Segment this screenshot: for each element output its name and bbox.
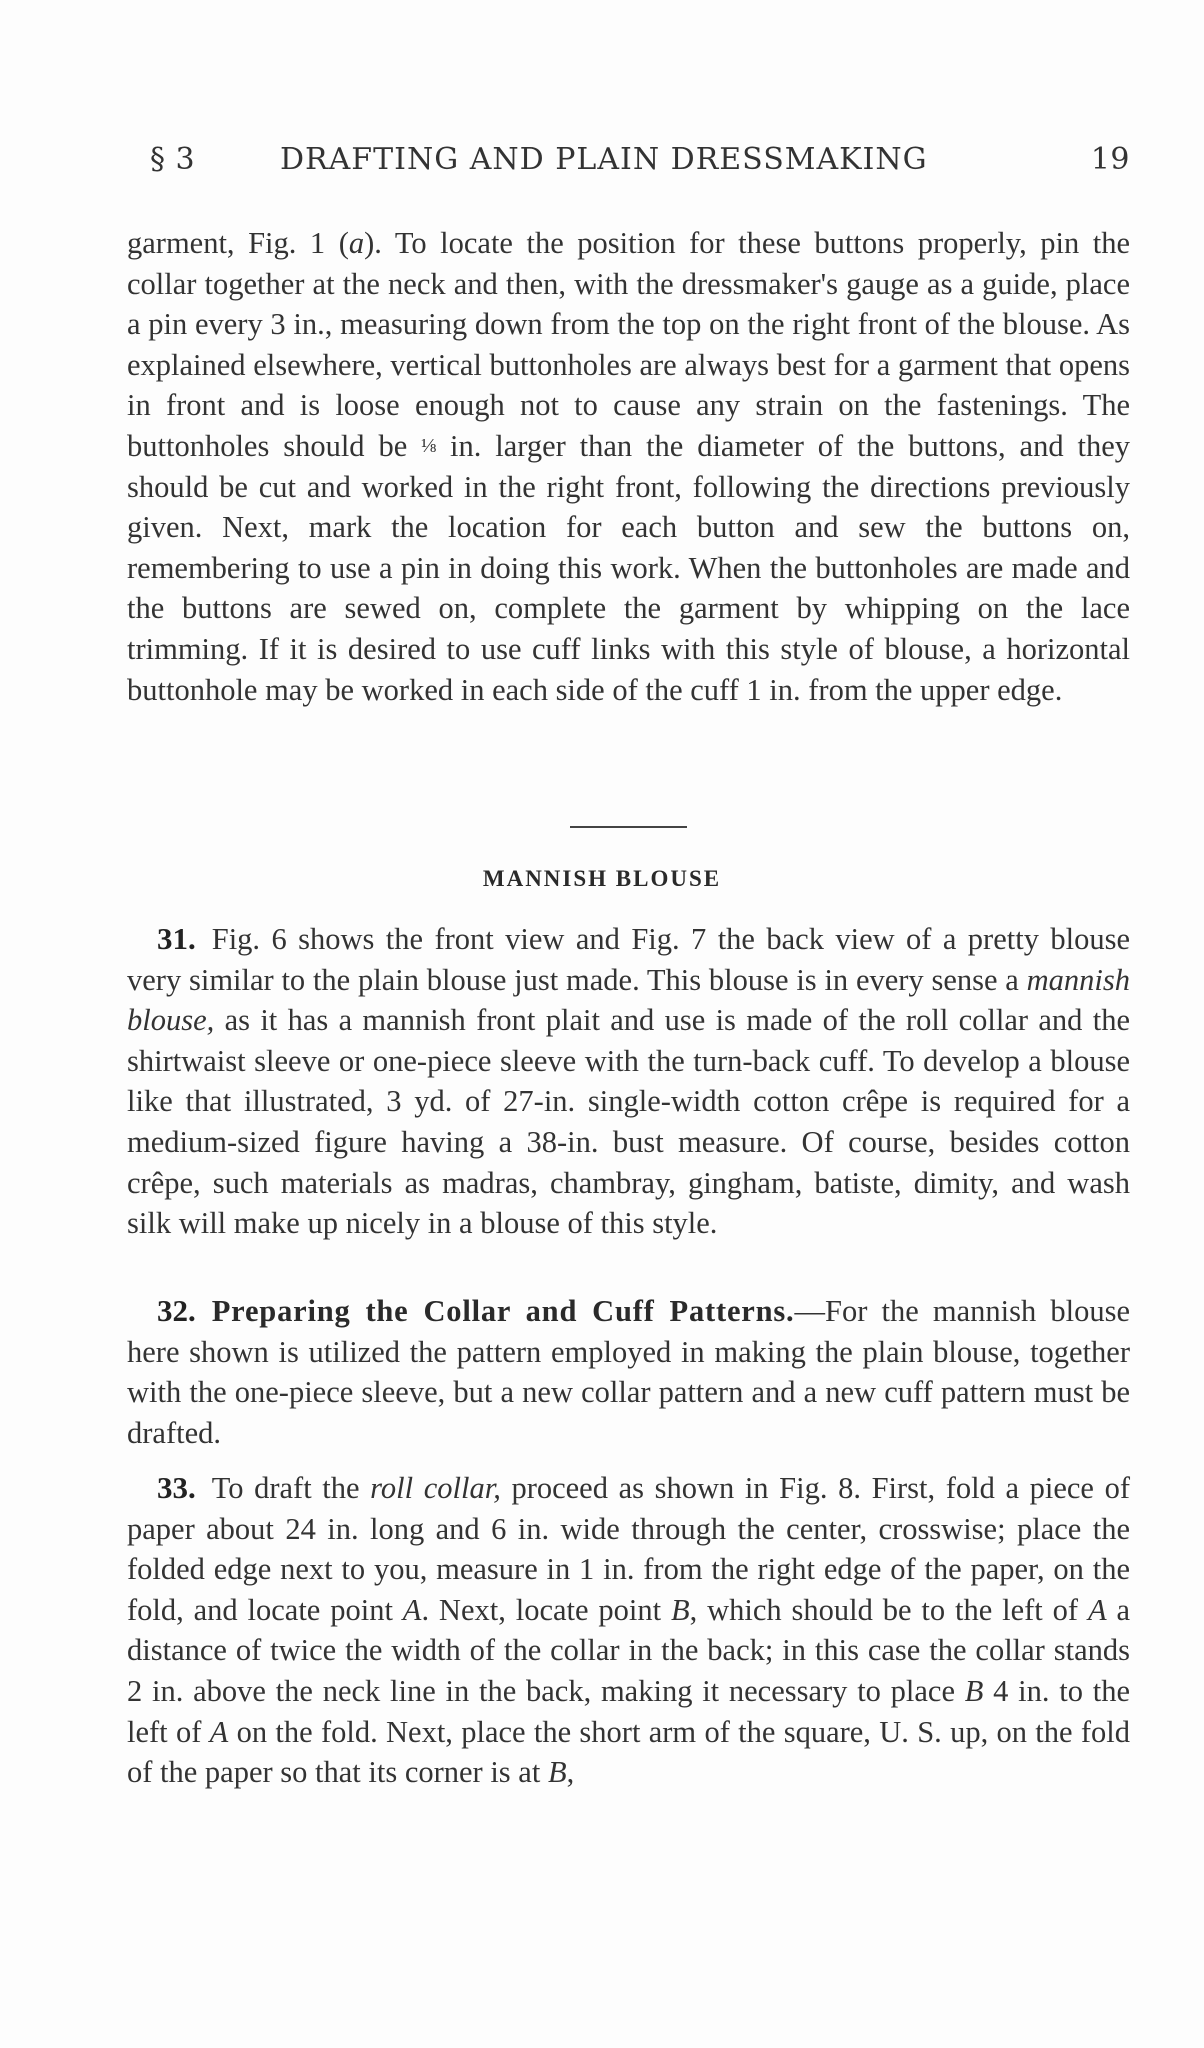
text-run: proceed as shown in Fig. 8. First, fold a piece of paper about 24 in. long and 6 in. wide through the center, crosswise; place the folded edge next to you, measure in 1 in. from the right edge of the paper, on the fold, and locate point [127,1471,1130,1627]
text-run: garment, Fig. 1 ( [127,226,349,260]
point-label: B [964,1673,984,1708]
text-run: Fig. 6 shows the front view and Fig. 7 the back view of a pretty blouse very similar to the plain blouse just made. This blouse is in every sense a [127,922,1130,997]
text-run: To draft the [211,1471,371,1505]
italic-text: mannish blouse, [127,962,1130,1038]
text-run: a distance of twice the width of the collar in the back; in this case the collar stands 2 in. above the neck line in the back, making it necessary to place [127,1592,1130,1708]
text-run: ). To locate the position for these buttons properly, pin the collar together at the neck and then, with the dressmaker's gauge as a guide, place a pin every 3 in., measuring down from the top on the right front of the blouse. As explained elsewhere, vertical buttonholes are always best for a garment that opens in front and is loose enough not to cause any strain on the fastenings. The buttonholes should be [127,226,1130,463]
point-label: A [1087,1592,1107,1627]
point-label: B [547,1755,567,1790]
text-run: , [566,1755,575,1790]
point-label: A [209,1714,229,1749]
text-run: , which should be to the left of [689,1592,1088,1627]
text-run: on the fold. Next, place the short arm of the square, U. S. up, on the fold of the paper so that its corner is at [127,1714,1130,1790]
running-header [150,142,1130,182]
text-run: . Next, locate point [421,1592,671,1627]
section-heading: MANNISH BLOUSE [482,866,722,891]
italic-text: a [348,226,365,260]
text-run: in. larger than the diameter of the buttons, and they should be cut and worked in the right front, following the directions previously given. Next, mark the location for each button and sew the buttons on, remembering to use a pin in doing this work. When the buttonholes are made and the buttons are sewed on, complete the garment by whipping on the lace trimming. If it is desired to use cuff links with this style of blouse, a horizontal buttonhole may be worked in each side of the cuff 1 in. from the upper edge. [127,428,1130,707]
running-title: DRAFTING AND PLAIN DRESSMAKING [280,142,928,177]
paragraph-number: 31. [157,921,196,956]
paragraph-31 [127,919,1130,1244]
text-run: —For the mannish blouse here shown is utilized the pattern employed in making the plain blouse, together with the one-piece sleeve, but a new collar pattern and a new cuff pattern must be drafted. [127,1294,1130,1450]
paragraph-33 [127,1468,1130,1793]
paragraph-32 [127,1291,1130,1453]
paragraph-number: 33. [157,1470,196,1505]
paragraph-number: 32. [157,1293,196,1328]
section-divider [570,826,687,828]
page-number: 19 [1090,142,1130,177]
text-run: 4 in. to the left of [127,1673,1131,1749]
point-label: A [402,1592,422,1627]
fraction: ⅛ [421,434,437,457]
text-run: as it has a mannish front plait and use is made of the roll collar and the shirtwaist sleeve or one-piece sleeve with the turn-back cuff. To develop a blouse like that illustrated, 3 yd. of 27-in. single-width cotton crêpe is required for a medium-sized figure having a 38-in. bust measure. Of course, besides cotton crêpe, such materials as madras, chambray, gingham, batiste, dimity, and wash silk will make up nicely in a blouse of this style. [127,1003,1130,1241]
point-label: B [670,1592,690,1627]
section-number: § 3 [150,142,196,177]
paragraph-title: Preparing the Collar and Cuff Patterns. [211,1294,795,1328]
intro-paragraph [127,223,1130,710]
italic-text: roll collar, [370,1471,501,1505]
